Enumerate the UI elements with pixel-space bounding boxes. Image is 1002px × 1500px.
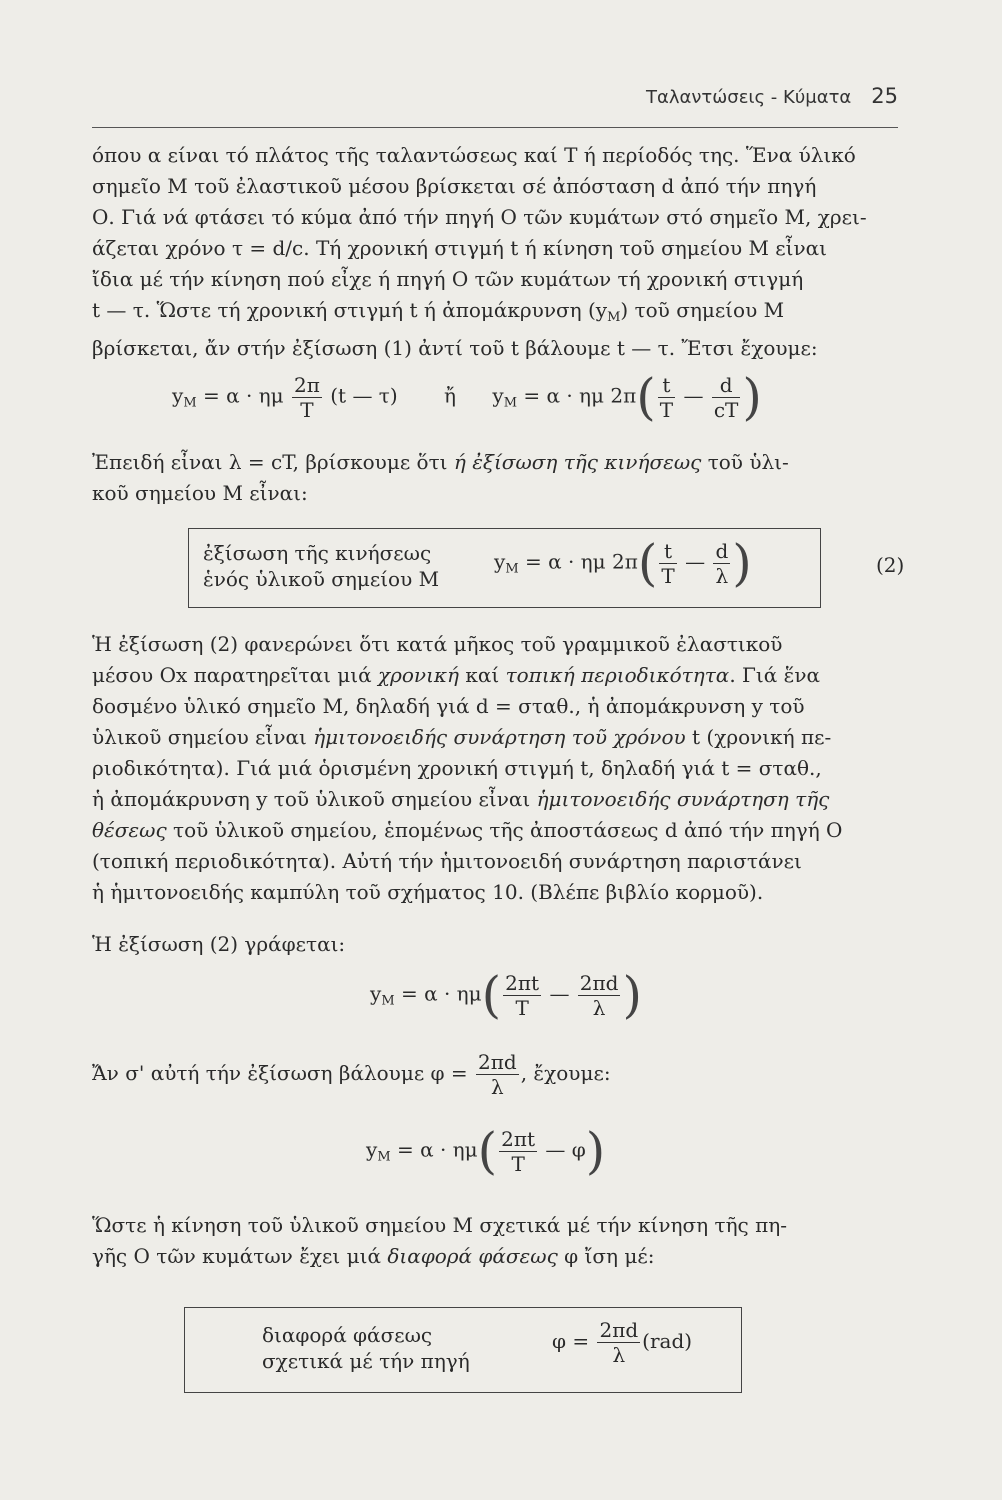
equation-1: $y_M = \alpha \cdot \eta\mu$ $\frac{2\pi}{T}$ (t — τ) ἤ $y_M = \alpha \cdot \eta\mu$ 2π( $\frac{t}{T}$ — $\frac{d}{cT}$ ) <box>172 368 762 426</box>
text-line: Ἐπειδή εἶναι λ = cT, βρίσκουμε ὅτι ή ἐξίσωση τῆς κινήσεως τοῦ ὑλι- <box>92 450 789 474</box>
equation-4: $y_M = \alpha \cdot \eta\mu$( $\frac{2\pi t}{T}$ — φ) <box>366 1122 606 1180</box>
paragraph-6 <box>92 1210 906 1272</box>
text-line: θέσεως τοῦ ὑλικοῦ σημείου, ἑπομένως τῆς ἀποστάσεως d ἀπό τήν πηγή Ο <box>92 818 843 842</box>
fraction: $\frac{2\pi}{T}$ <box>294 372 320 422</box>
equation-3: $y_M = \alpha \cdot \eta\mu$( $\frac{2\pi t}{T}$ — $\frac{2\pi d}{\lambda}$ ) <box>370 966 642 1024</box>
paragraph-3 <box>92 629 906 908</box>
paragraph-2 <box>92 447 906 509</box>
paragraph-1 <box>92 140 906 364</box>
text-line: βρίσκεται, ἄν στήν ἐξίσωση (1) ἀντί τοῦ t βάλουμε t — τ. Ἔτσι ἔχουμε: <box>92 336 818 360</box>
text-line: ριοδικότητα). Γιά μιά ὁρισμένη χρονική στιγμή t, δηλαδή γιά t = σταθ., <box>92 756 822 780</box>
paragraph-5: Ἄν σ' αὐτή τήν ἐξίσωση βάλουμε φ = $\frac{2\pi d}{\lambda}$ , ἔχουμε: <box>92 1050 611 1099</box>
equation-number: (2) <box>876 553 905 577</box>
text-line: ἴδια μέ τήν κίνηση πού εἶχε ή πηγή Ο τῶν κυμάτων τή χρονική στιγμή <box>92 267 804 291</box>
text-line: ὑλικοῦ σημείου εἶναι ἡμιτονοειδής συνάρτηση τοῦ χρόνου t (χρονική πε- <box>92 725 832 749</box>
equation-5: φ = $\frac{2\pi d}{\lambda}$ (rad) <box>552 1318 693 1367</box>
text-line: Ὥστε ἡ κίνηση τοῦ ὑλικοῦ σημείου Μ σχετικά μέ τήν κίνηση τῆς πη- <box>92 1213 787 1237</box>
text-line: Ο. Γιά νά φτάσει τό κύμα ἀπό τήν πηγή Ο τῶν κυμάτων στό σημεῖο Μ, χρει- <box>92 205 867 229</box>
text-line: μέσου Οx παρατηρεῖται μιά χρονική καί τοπική περιοδικότητα. Γιά ἕνα <box>92 663 821 687</box>
text-line: ἡ ἀπομάκρυνση y τοῦ ὑλικοῦ σημείου εἶναι ἡμιτονοειδής συνάρτηση τῆς <box>92 787 830 811</box>
equation-2: $y_M = \alpha \cdot \eta\mu$ 2π( $\frac{t}{T}$ — $\frac{d}{\lambda}$ ) <box>494 534 752 592</box>
paragraph-4 <box>92 929 906 960</box>
text-line: σημεῖο Μ τοῦ ἐλαστικοῦ μέσου βρίσκεται σέ ἀπόσταση d ἀπό τήν πηγή <box>92 174 817 198</box>
header-rule <box>92 127 898 128</box>
text-line: δοσμένο ὑλικό σημεῖο Μ, δηλαδή γιά d = σταθ., ἡ ἀπομάκρυνση y τοῦ <box>92 694 805 718</box>
box-2-label: διαφορά φάσεως σχετικά μέ τήν πηγή <box>262 1323 470 1373</box>
page-number: 25 <box>871 84 898 108</box>
text-line: άζεται χρόνο τ = d/c. Τή χρονική στιγμή t ή κίνηση τοῦ σημείου Μ εἶναι <box>92 236 827 260</box>
box-1-label: ἐξίσωση τῆς κινήσεως ἑνός ὑλικοῦ σημείου Μ <box>203 541 440 591</box>
fraction: $\frac{t}{T}$ <box>659 372 674 422</box>
text-line: όπου α είναι τό πλάτος τῆς ταλαντώσεως καί Τ ή περίοδός της. Ἕνα ύλικό <box>92 143 856 167</box>
text-line: (τοπική περιοδικότητα). Αὐτή τήν ἡμιτονοειδή συνάρτηση παριστάνει <box>92 849 802 873</box>
text-line: ἡ ἡμιτονοειδής καμπύλη τοῦ σχήματος 10. (Βλέπε βιβλίο κορμοῦ). <box>92 880 764 904</box>
text-line: Ἡ ἐξίσωση (2) φανερώνει ὅτι κατά μῆκος τοῦ γραμμικοῦ ἐλαστικοῦ <box>92 632 783 656</box>
fraction: $\frac{d}{cT}$ <box>713 372 739 422</box>
text-line: Ἡ ἐξίσωση (2) γράφεται: <box>92 932 346 956</box>
text-line: t — τ. Ὥστε τή χρονική στιγμή t ή ἀπομάκρυνση $(y_M)$ τοῦ σημείου Μ <box>92 298 785 325</box>
running-header <box>646 84 898 108</box>
text-line: γῆς Ο τῶν κυμάτων ἔχει μιά διαφορά φάσεως φ ἴση μέ: <box>92 1244 655 1268</box>
running-title: Ταλαντώσεις - Κύματα <box>645 87 852 108</box>
text-line: κοῦ σημείου Μ εἶναι: <box>92 481 308 505</box>
